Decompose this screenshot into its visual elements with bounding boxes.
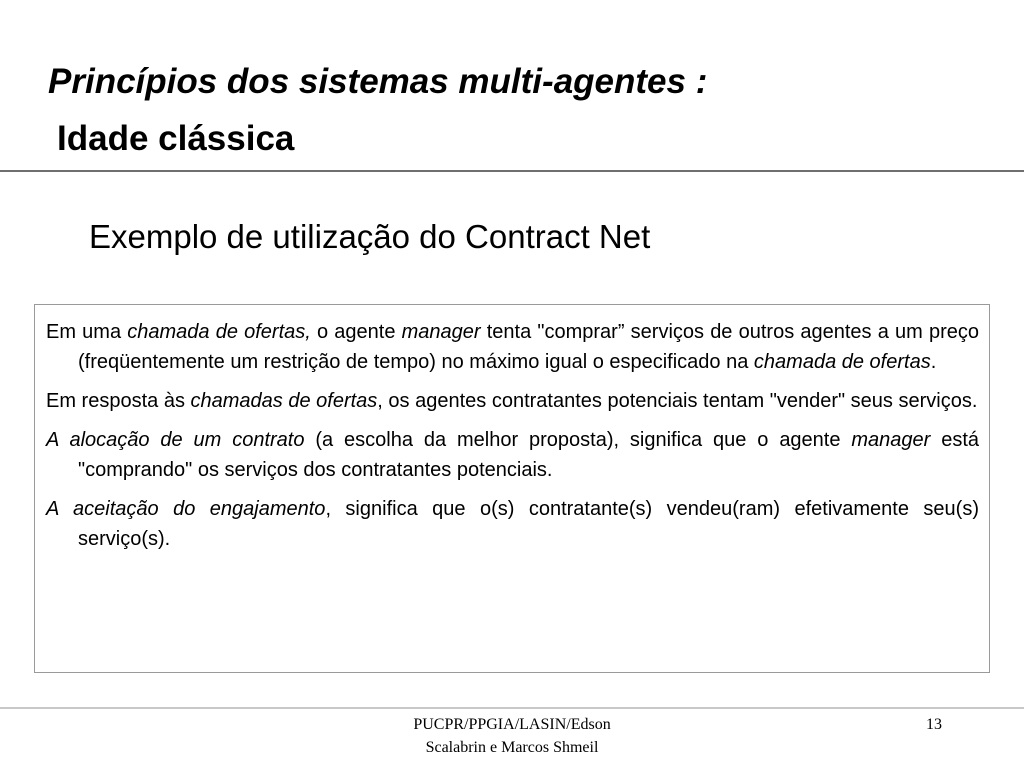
slide-subtitle: Idade clássica — [57, 119, 295, 158]
slide-title: Princípios dos sistemas multi-agentes : — [48, 62, 708, 101]
footer-line-1: PUCPR/PPGIA/LASIN/Edson — [413, 716, 611, 733]
text-run: o agente — [310, 321, 402, 343]
paragraph-response — [46, 386, 979, 416]
content-box — [34, 304, 990, 673]
footer-line-2: Scalabrin e Marcos Shmeil — [425, 739, 599, 756]
text-run: . — [930, 351, 937, 373]
text-run: está "comprando" os serviços dos contratantes potenciais. — [78, 429, 979, 481]
section-heading: Exemplo de utilização do Contract Net — [89, 218, 651, 255]
paragraph-engagement-acceptance — [46, 494, 979, 554]
emphasis-run: A aceitação do engajamento — [46, 498, 326, 520]
emphasis-run: manager — [851, 429, 931, 451]
paragraph-contract-allocation — [46, 425, 979, 485]
text-run: , os agentes contratantes potenciais tentam "vender" seus serviços. — [377, 390, 978, 412]
text-run: , significa que o(s) contratante(s) vendeu(ram) efetivamente seu(s) serviço(s). — [78, 498, 979, 550]
emphasis-run: manager — [401, 321, 481, 343]
text-run: Em uma — [46, 321, 128, 343]
emphasis-run: chamada de ofertas, — [127, 321, 311, 343]
text-run: tenta "comprar” serviços de outros agentes a um preço (freqüentemente um restrição de tempo) no máximo igual o especificado na — [78, 321, 979, 373]
emphasis-run: chamada de ofertas — [753, 351, 931, 373]
footer-divider — [0, 707, 1024, 709]
text-run: (a escolha da melhor proposta), significa que o agente — [304, 429, 852, 451]
emphasis-run: chamadas de ofertas — [190, 390, 378, 412]
text-run: Em resposta às — [46, 390, 191, 412]
page-number: 13 — [926, 716, 942, 733]
emphasis-run: A alocação de um contrato — [46, 429, 305, 451]
paragraph-call-for-offers — [46, 317, 979, 377]
title-divider — [0, 170, 1024, 172]
footer-credits — [362, 713, 662, 759]
